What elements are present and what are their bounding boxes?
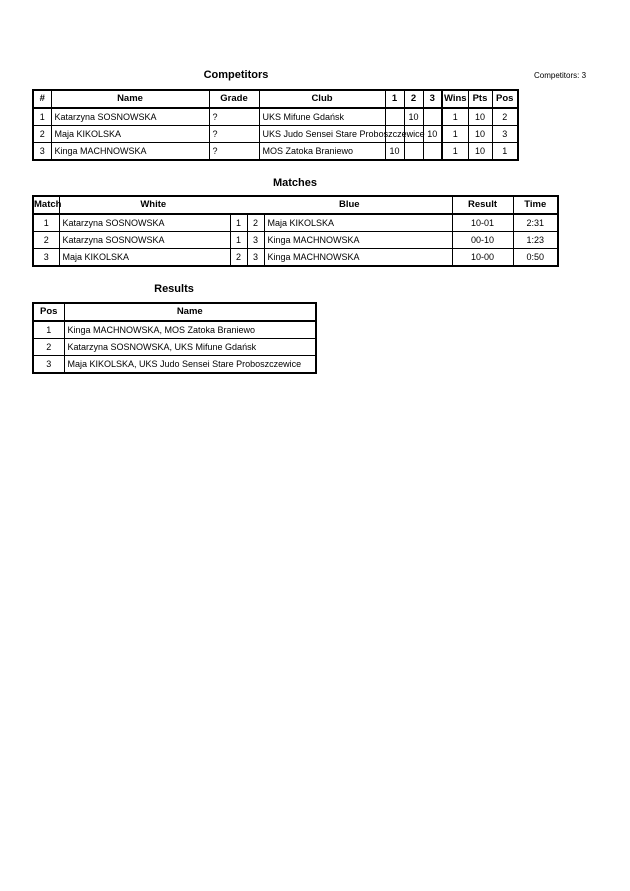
competitors-table	[32, 89, 519, 161]
table-row	[33, 249, 558, 267]
results-header-row	[33, 303, 316, 321]
cell-result: 00-10	[452, 232, 513, 249]
col-m2: 2	[404, 90, 423, 108]
cell-grade: ?	[209, 126, 259, 143]
col-result: Result	[452, 196, 513, 214]
col-pos: Pos	[33, 303, 64, 321]
table-row	[33, 232, 558, 249]
cell-match: 2	[33, 232, 59, 249]
cell-m3	[423, 108, 442, 126]
matches-heading: Matches	[272, 177, 318, 189]
cell-num: 2	[33, 126, 51, 143]
col-grade: Grade	[209, 90, 259, 108]
col-pos: Pos	[492, 90, 518, 108]
col-blue: Blue	[247, 196, 452, 214]
table-row	[33, 143, 518, 161]
cell-blue: Kinga MACHNOWSKA	[264, 249, 452, 267]
col-white: White	[59, 196, 247, 214]
cell-grade: ?	[209, 108, 259, 126]
cell-white-index: 1	[230, 214, 247, 232]
cell-wins: 1	[442, 143, 468, 161]
table-row	[33, 126, 518, 143]
cell-blue: Kinga MACHNOWSKA	[264, 232, 452, 249]
cell-pos: 2	[492, 108, 518, 126]
cell-white-index: 1	[230, 232, 247, 249]
cell-grade: ?	[209, 143, 259, 161]
cell-match: 3	[33, 249, 59, 267]
cell-club: UKS Judo Sensei Stare Proboszczewice	[259, 126, 385, 143]
cell-wins: 1	[442, 108, 468, 126]
cell-num: 3	[33, 143, 51, 161]
cell-pts: 10	[468, 126, 492, 143]
table-row	[33, 321, 316, 339]
cell-white-index: 2	[230, 249, 247, 267]
cell-pts: 10	[468, 143, 492, 161]
cell-m3: 10	[423, 126, 442, 143]
col-m1: 1	[385, 90, 404, 108]
cell-pos: 2	[33, 339, 64, 356]
cell-pos: 1	[492, 143, 518, 161]
cell-m2: 10	[404, 108, 423, 126]
competitors-count: Competitors: 3	[534, 71, 587, 80]
competitors-header-row	[33, 90, 518, 108]
cell-white: Katarzyna SOSNOWSKA	[59, 232, 230, 249]
cell-pos: 1	[33, 321, 64, 339]
cell-name: Kinga MACHNOWSKA, MOS Zatoka Braniewo	[64, 321, 316, 339]
col-time: Time	[513, 196, 558, 214]
cell-pos: 3	[492, 126, 518, 143]
cell-white: Maja KIKOLSKA	[59, 249, 230, 267]
table-row	[33, 339, 316, 356]
competitors-heading: Competitors	[203, 69, 269, 81]
cell-blue-index: 3	[247, 232, 264, 249]
cell-m1: 10	[385, 143, 404, 161]
matches-header-row	[33, 196, 558, 214]
cell-time: 0:50	[513, 249, 558, 267]
cell-wins: 1	[442, 126, 468, 143]
cell-blue-index: 3	[247, 249, 264, 267]
cell-name: Katarzyna SOSNOWSKA	[51, 108, 209, 126]
cell-result: 10-01	[452, 214, 513, 232]
cell-match: 1	[33, 214, 59, 232]
col-match: Match	[33, 196, 59, 214]
cell-pts: 10	[468, 108, 492, 126]
cell-time: 1:23	[513, 232, 558, 249]
cell-m2	[404, 143, 423, 161]
table-row	[33, 108, 518, 126]
cell-club: UKS Mifune Gdańsk	[259, 108, 385, 126]
matches-table	[32, 195, 559, 267]
cell-white: Katarzyna SOSNOWSKA	[59, 214, 230, 232]
cell-name: Maja KIKOLSKA, UKS Judo Sensei Stare Proboszczewice	[64, 356, 316, 374]
col-num: #	[33, 90, 51, 108]
table-row	[33, 356, 316, 374]
col-name: Name	[51, 90, 209, 108]
results-heading: Results	[154, 283, 194, 295]
cell-blue-index: 2	[247, 214, 264, 232]
cell-result: 10-00	[452, 249, 513, 267]
col-pts: Pts	[468, 90, 492, 108]
cell-num: 1	[33, 108, 51, 126]
cell-pos: 3	[33, 356, 64, 374]
table-row	[33, 214, 558, 232]
col-m3: 3	[423, 90, 442, 108]
cell-m1	[385, 108, 404, 126]
cell-blue: Maja KIKOLSKA	[264, 214, 452, 232]
col-wins: Wins	[442, 90, 468, 108]
cell-name: Maja KIKOLSKA	[51, 126, 209, 143]
col-club: Club	[259, 90, 385, 108]
cell-m3	[423, 143, 442, 161]
cell-time: 2:31	[513, 214, 558, 232]
cell-name: Katarzyna SOSNOWSKA, UKS Mifune Gdańsk	[64, 339, 316, 356]
col-name: Name	[64, 303, 316, 321]
cell-club: MOS Zatoka Braniewo	[259, 143, 385, 161]
cell-name: Kinga MACHNOWSKA	[51, 143, 209, 161]
results-table	[32, 302, 317, 374]
